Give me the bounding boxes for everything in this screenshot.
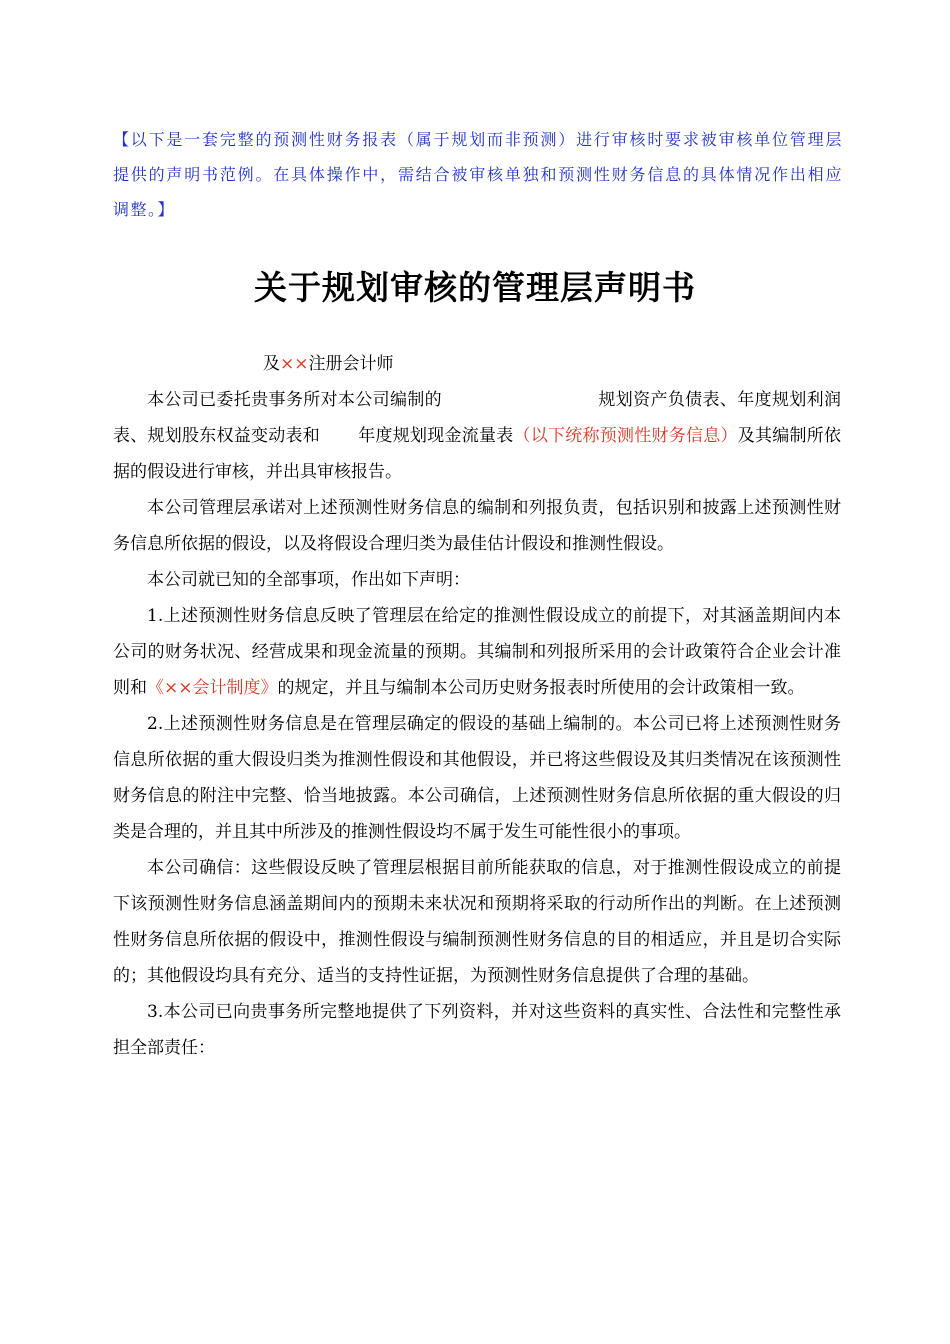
paragraph-engagement-part-e: 及其编制所依据的假设进行审核，并出具审核报告。	[113, 426, 841, 482]
paragraph-item-3: 3.本公司已向贵事务所完整地提供了下列资料，并对这些资料的真实性、合法性和完整性承担全部责任：	[113, 1002, 841, 1058]
paragraph-declaration-intro: 本公司就已知的全部事项，作出如下声明：	[147, 570, 470, 590]
paragraph-responsibility: 本公司管理层承诺对上述预测性财务信息的编制和列报负责，包括识别和披露上述预测性财务信息所依据的假设，以及将假设合理归类为最佳估计假设和推测性假设。	[113, 498, 841, 554]
paragraph-engagement-part-c: 年度规划利润表、规划股东权益变动表和	[113, 390, 842, 446]
paragraph-item-1-part-a: 1.上述预测性财务信息反映了管理层在给定的推测性假设成立的前提下，对其涵盖期间内本公司的财务状况、经营成果和现金流量的预期。其编制和列报所采用的会计政策符合企业会计准则和	[113, 606, 841, 698]
addressee-placeholder-marks: ××	[280, 354, 309, 374]
paragraph-item-1-part-b: 的规定，并且与编制本公司历史财务报表时所使用的会计政策相一致。	[277, 678, 805, 698]
paragraph-item-1-highlight: 《××会计制度》	[147, 678, 278, 698]
addressee-prefix: 及	[263, 354, 280, 374]
addressee-suffix: 注册会计师	[308, 354, 394, 374]
paragraph-engagement-highlight: （以下统称预测性财务信息）	[513, 426, 738, 446]
paragraph-engagement-part-b: 规划资产负债表、	[598, 390, 738, 410]
paragraph-confirmation: 本公司确信：这些假设反映了管理层根据目前所能获取的信息，对于推测性假设成立的前提下该预测性财务信息涵盖期间内的预期未来状况和预期将采取的行动所作出的判断。在上述预测性财务信息所依据的假设中，推测性假设与编制预测性财务信息的目的相适应，并且是切合实际的；其他假设均具有充分、适当的支持性证据，为预测性财务信息提供了合理的基础。	[113, 858, 841, 986]
statement-body	[113, 382, 841, 1066]
addressee-line	[263, 346, 394, 382]
document-title: 关于规划审核的管理层声明书	[254, 268, 696, 307]
instruction-note: 【以下是一套完整的预测性财务报表（属于规划而非预测）进行审核时要求被审核单位管理层提供的声明书范例。在具体操作中，需结合被审核单独和预测性财务信息的具体情况作出相应调整。】	[113, 130, 843, 219]
paragraph-engagement	[113, 382, 841, 490]
paragraph-engagement-part-d: 年度规划现金流量表	[358, 426, 514, 446]
paragraph-item-1	[113, 598, 841, 706]
paragraph-item-2: 2.上述预测性财务信息是在管理层确定的假设的基础上编制的。本公司已将上述预测性财务信息所依据的重大假设归类为推测性假设和其他假设，并已将这些假设及其归类情况在该预测性财务信息的附注中完整、恰当地披露。本公司确信，上述预测性财务信息所依据的重大假设的归类是合理的，并且其中所涉及的推测性假设均不属于发生可能性很小的事项。	[113, 714, 841, 842]
paragraph-engagement-part-a: 本公司已委托贵事务所对本公司编制的	[147, 390, 443, 410]
